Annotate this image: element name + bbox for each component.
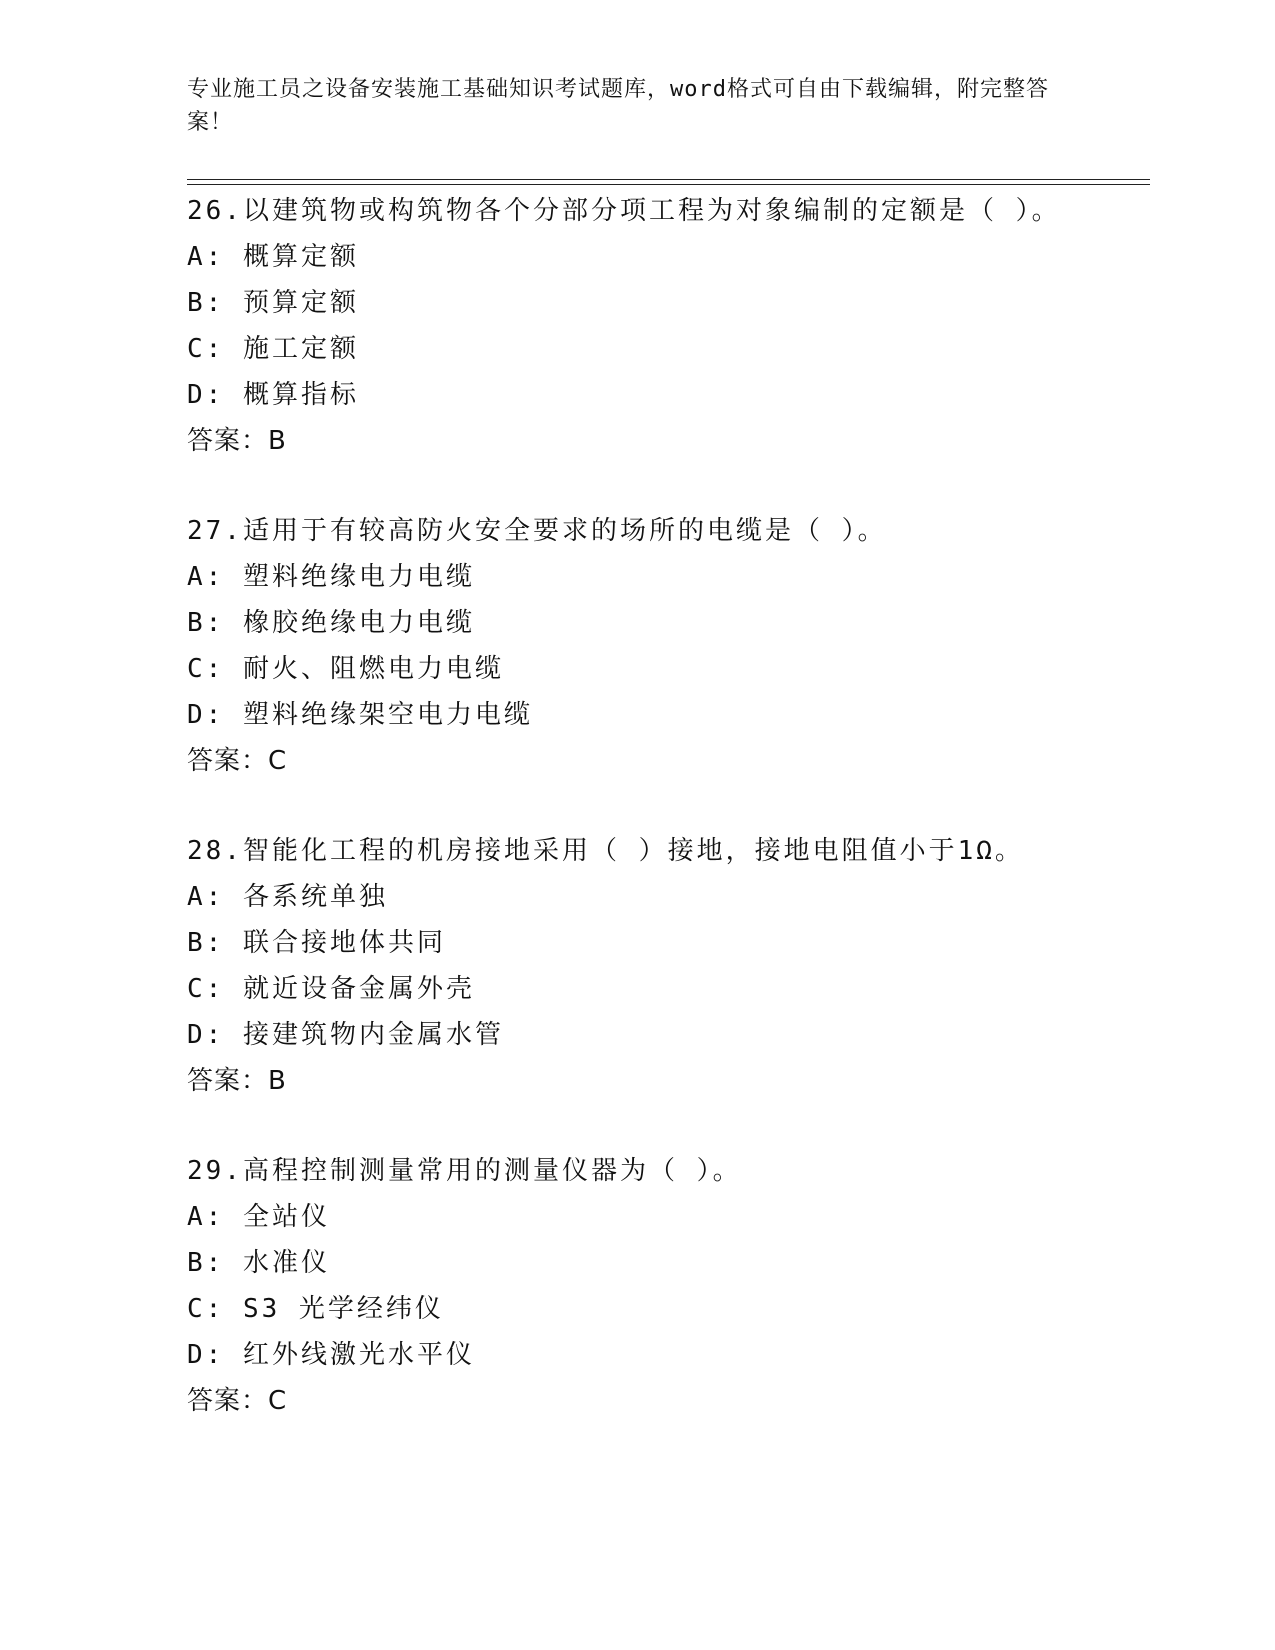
option-d: D: 红外线激光水平仪 bbox=[187, 1340, 475, 1370]
option-c: C: 施工定额 bbox=[187, 334, 359, 364]
question-block bbox=[187, 508, 1147, 784]
question-block bbox=[187, 188, 1147, 464]
document-header: 专业施工员之设备安装施工基础知识考试题库，word格式可自由下载编辑，附完整答案！ bbox=[187, 77, 1049, 135]
option-c: C: S3 光学经纬仪 bbox=[187, 1294, 444, 1324]
answer-label: 答案：C bbox=[187, 1386, 288, 1416]
option-b: B: 橡胶绝缘电力电缆 bbox=[187, 608, 475, 638]
question-stem: 27.适用于有较高防火安全要求的场所的电缆是（ ）。 bbox=[187, 516, 887, 546]
header-divider-top bbox=[187, 179, 1150, 180]
option-d: D: 概算指标 bbox=[187, 380, 359, 410]
question-stem: 26.以建筑物或构筑物各个分部分项工程为对象编制的定额是（ ）。 bbox=[187, 196, 1061, 226]
answer-label: 答案：C bbox=[187, 746, 288, 776]
option-a: A: 塑料绝缘电力电缆 bbox=[187, 562, 475, 592]
question-block bbox=[187, 828, 1147, 1104]
question-stem: 29.高程控制测量常用的测量仪器为（ ）。 bbox=[187, 1156, 742, 1186]
option-b: B: 预算定额 bbox=[187, 288, 359, 318]
option-a: A: 全站仪 bbox=[187, 1202, 330, 1232]
option-c: C: 耐火、阻燃电力电缆 bbox=[187, 654, 504, 684]
option-c: C: 就近设备金属外壳 bbox=[187, 974, 475, 1004]
header-divider-bottom bbox=[187, 184, 1150, 185]
question-block bbox=[187, 1148, 1147, 1424]
option-b: B: 水准仪 bbox=[187, 1248, 330, 1278]
answer-label: 答案：B bbox=[187, 1066, 287, 1096]
option-a: A: 各系统单独 bbox=[187, 882, 388, 912]
question-stem: 28.智能化工程的机房接地采用（ ）接地，接地电阻值小于1Ω。 bbox=[187, 836, 1024, 866]
answer-label: 答案：B bbox=[187, 426, 287, 456]
option-b: B: 联合接地体共同 bbox=[187, 928, 446, 958]
option-d: D: 接建筑物内金属水管 bbox=[187, 1020, 504, 1050]
option-d: D: 塑料绝缘架空电力电缆 bbox=[187, 700, 533, 730]
option-a: A: 概算定额 bbox=[187, 242, 359, 272]
